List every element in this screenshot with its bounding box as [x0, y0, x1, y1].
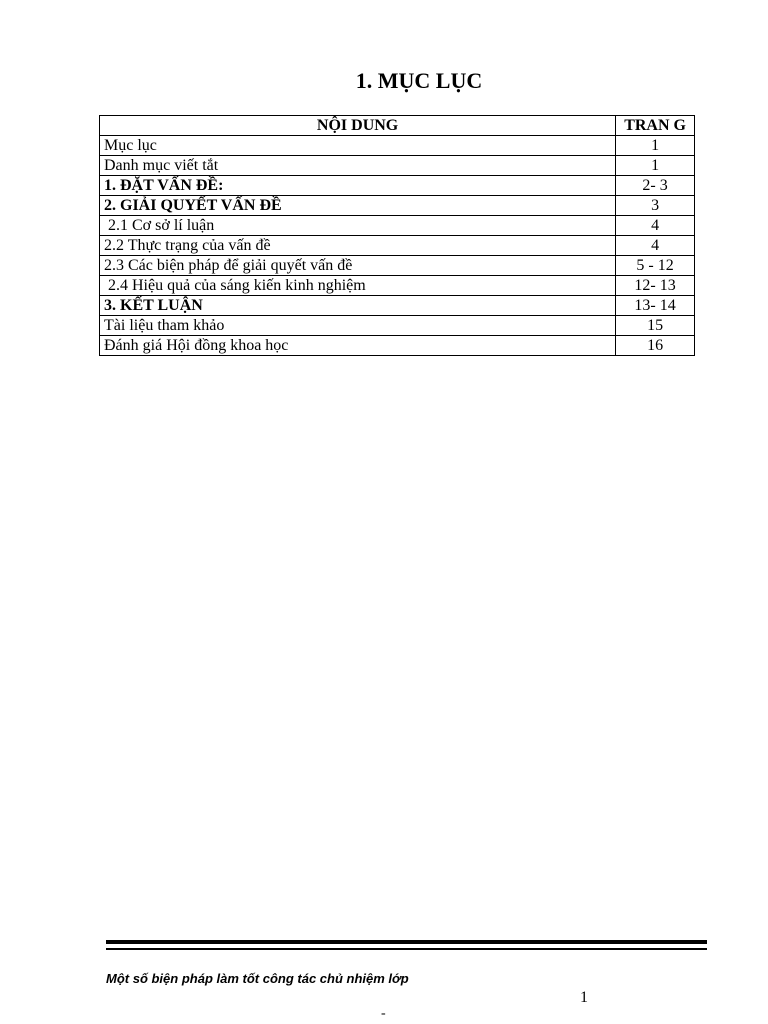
row-content: 2.4 Hiệu quả của sáng kiến kinh nghiệm: [100, 276, 616, 296]
page-title: 1. MỤC LỤC: [355, 68, 483, 93]
row-page: 15: [616, 316, 695, 336]
table-of-contents: [99, 115, 695, 356]
table-row: [100, 256, 695, 276]
footer-divider-thick: [106, 940, 707, 944]
row-page: 12- 13: [616, 276, 695, 296]
table-header-row: [100, 116, 695, 136]
footer-title: Một số biện pháp làm tốt công tác chủ nhiệm lớp: [106, 971, 409, 986]
row-page: 4: [616, 236, 695, 256]
row-content: 2.2 Thực trạng của vấn đề: [100, 236, 616, 256]
row-page: 1: [616, 156, 695, 176]
table-row: [100, 336, 695, 356]
row-content: 2.3 Các biện pháp để giải quyết vấn đề: [100, 256, 616, 276]
table-row: [100, 176, 695, 196]
column-header-content: NỘI DUNG: [100, 116, 616, 136]
row-page: 3: [616, 196, 695, 216]
table-row: [100, 316, 695, 336]
page-number: 1: [580, 989, 588, 1006]
row-page: 2- 3: [616, 176, 695, 196]
table-row: [100, 296, 695, 316]
column-header-page: TRAN G: [616, 116, 695, 136]
row-content: Tài liệu tham khảo: [100, 316, 616, 336]
table-row: [100, 196, 695, 216]
row-content: Danh mục viết tắt: [100, 156, 616, 176]
row-content: Đánh giá Hội đồng khoa học: [100, 336, 616, 356]
table-row: [100, 276, 695, 296]
table-row: [100, 216, 695, 236]
page-dash: -: [381, 1006, 386, 1021]
row-content: 1. ĐẶT VẤN ĐỀ:: [100, 176, 616, 196]
table-row: [100, 236, 695, 256]
row-page: 1: [616, 136, 695, 156]
row-content: 2.1 Cơ sở lí luận: [100, 216, 616, 236]
footer-divider-thin: [106, 948, 707, 950]
row-page: 16: [616, 336, 695, 356]
row-content: 2. GIẢI QUYẾT VẤN ĐỀ: [100, 196, 616, 216]
row-page: 5 - 12: [616, 256, 695, 276]
row-page: 13- 14: [616, 296, 695, 316]
row-content: 3. KẾT LUẬN: [100, 296, 616, 316]
row-content: Mục lục: [100, 136, 616, 156]
table-row: [100, 156, 695, 176]
table-row: [100, 136, 695, 156]
row-page: 4: [616, 216, 695, 236]
